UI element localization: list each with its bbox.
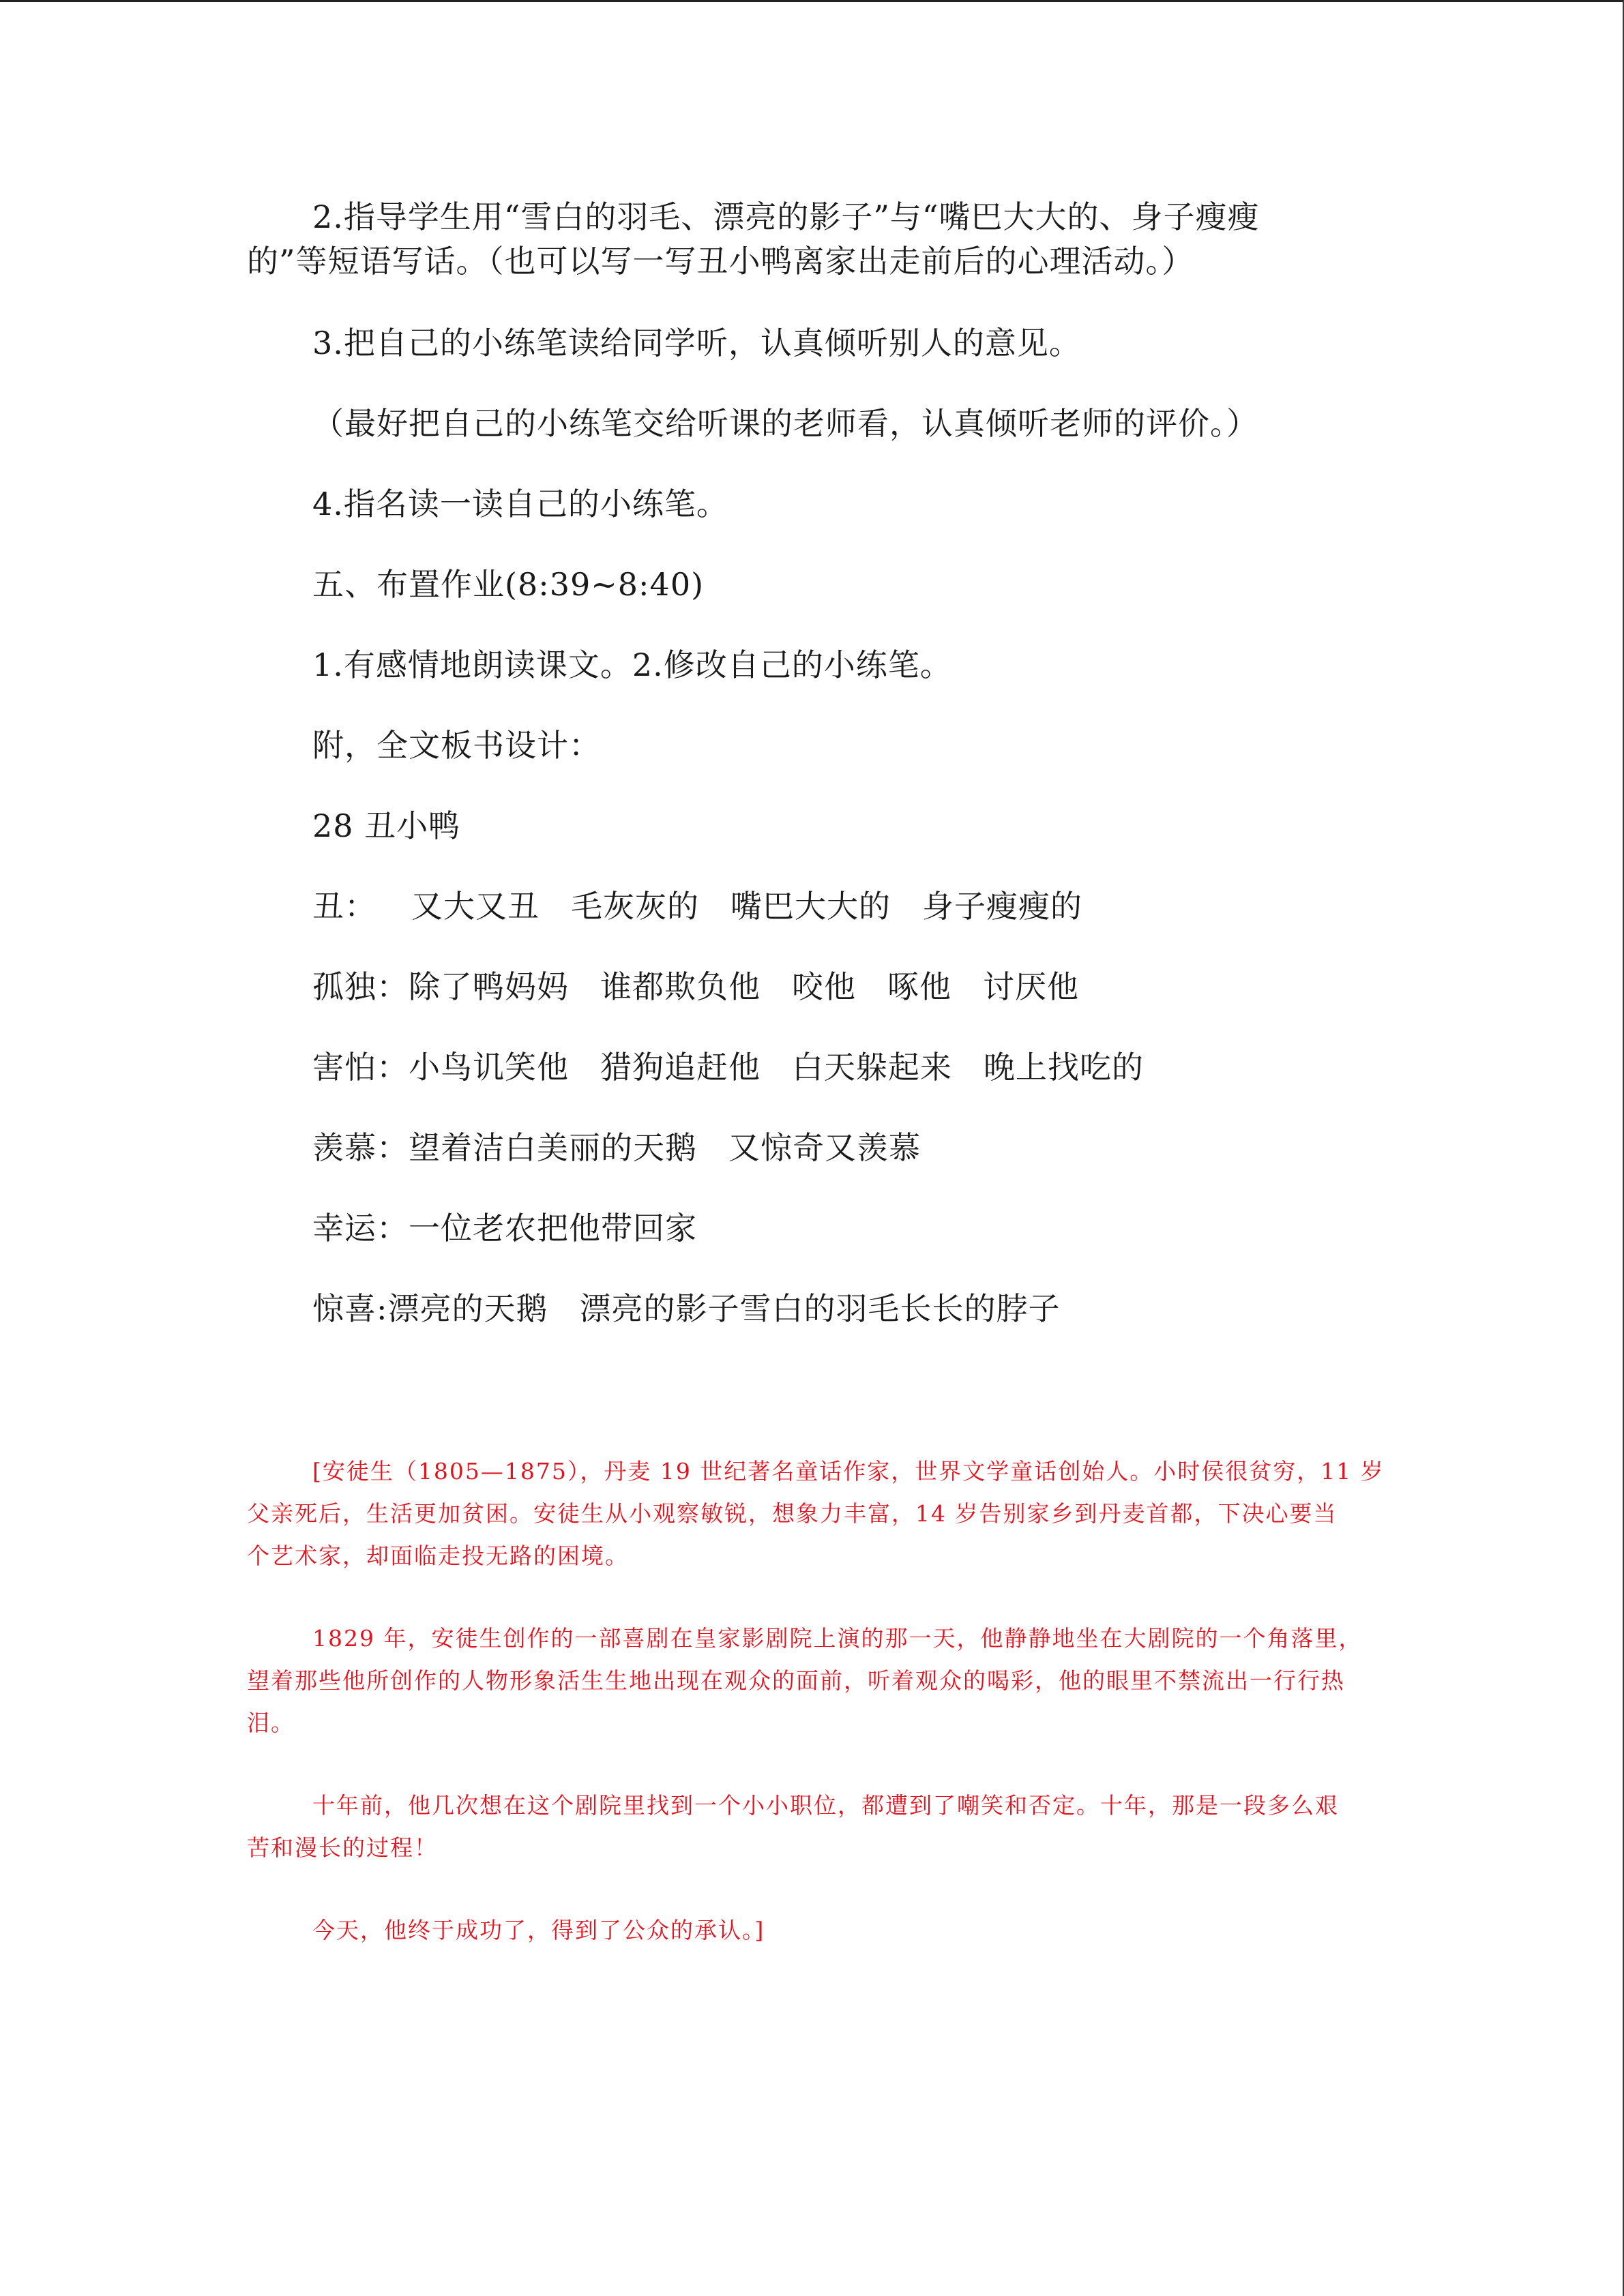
note-paragraph-4-line-1: 今天，他终于成功了，得到了公众的承认。] xyxy=(312,1917,765,1943)
board-row xyxy=(312,1129,952,1166)
board-row-item: 嘴巴大大的 xyxy=(730,888,891,925)
board-row-item: 小鸟讥笑他 xyxy=(409,1049,569,1086)
board-title: 28 丑小鸭 xyxy=(312,807,461,844)
board-row-item: 漂亮的天鹅 xyxy=(387,1290,548,1327)
section-5-heading: 五、布置作业(8:39~8:40) xyxy=(312,566,705,603)
board-row xyxy=(312,1049,1175,1086)
board-row-item: 身子瘦瘦的 xyxy=(922,888,1082,925)
page-top-border xyxy=(0,0,1624,2)
board-row xyxy=(312,1290,1092,1327)
board-row-item: 毛灰灰的 xyxy=(571,888,699,925)
board-row-head: 羡慕： xyxy=(312,1129,409,1166)
note-paragraph-1-line-2: 父亲死后，生活更加贫困。安徒生从小观察敏锐，想象力丰富，14 岁告别家乡到丹麦首都，下决心要当 xyxy=(247,1500,1338,1527)
board-row-head: 幸运： xyxy=(312,1210,409,1247)
lesson-item-3: 3.把自己的小练笔读给同学听，认真倾听别人的意见。 xyxy=(312,325,1081,361)
lesson-item-3-note: （最好把自己的小练笔交给听课的老师看，认真倾听老师的评价。） xyxy=(312,405,1258,442)
board-row-item: 除了鸭妈妈 xyxy=(409,968,569,1005)
note-paragraph-3-line-1: 十年前，他几次想在这个剧院里找到一个小小职位，都遭到了嘲笑和否定。十年，那是一段多么艰 xyxy=(312,1792,1339,1819)
lesson-item-4: 4.指名读一读自己的小练笔。 xyxy=(312,486,728,522)
board-row-item: 一位老农把他带回家 xyxy=(409,1210,697,1247)
lesson-item-2-line-1: 2.指导学生用“雪白的羽毛、漂亮的影子”与“嘴巴大大的、身子瘦瘦 xyxy=(312,198,1260,235)
note-paragraph-3-line-2: 苦和漫长的过程！ xyxy=(247,1834,438,1861)
note-paragraph-2-line-3: 泪。 xyxy=(247,1710,295,1736)
board-row-item: 啄他 xyxy=(887,968,951,1005)
note-paragraph-1-line-1: [安徒生（1805—1875），丹麦 19 世纪著名童话作家，世界文学童话创始人。小时侯很贫穷，11 岁 xyxy=(312,1458,1385,1485)
board-row xyxy=(312,1210,728,1247)
board-row-item: 漂亮的影子雪白的羽毛长长的脖子 xyxy=(579,1290,1061,1327)
board-row-head: 害怕： xyxy=(312,1049,409,1086)
board-row-item: 讨厌他 xyxy=(983,968,1079,1005)
board-row-head: 惊喜: xyxy=(312,1290,388,1327)
board-row-head: 孤独： xyxy=(312,968,409,1005)
board-row-head: 丑： xyxy=(312,888,377,925)
note-paragraph-2-line-1: 1829 年，安徒生创作的一部喜剧在皇家影剧院上演的那一天，他静静地坐在大剧院的一个角落里， xyxy=(312,1625,1363,1652)
board-row-item: 晚上找吃的 xyxy=(984,1049,1144,1086)
board-row xyxy=(312,888,1114,925)
board-row-item: 白天躲起来 xyxy=(792,1049,952,1086)
board-row-item: 又惊奇又羡慕 xyxy=(728,1129,921,1166)
board-row-item: 猎狗追赶他 xyxy=(600,1049,761,1086)
note-paragraph-2-line-2: 望着那些他所创作的人物形象活生生地出现在观众的面前，听着观众的喝彩，他的眼里不禁流出一行行热 xyxy=(247,1667,1345,1694)
board-row-item: 咬他 xyxy=(792,968,856,1005)
homework-line: 1.有感情地朗读课文。2.修改自己的小练笔。 xyxy=(312,646,952,683)
board-row xyxy=(312,968,1110,1005)
board-row-item: 望着洁白美丽的天鹅 xyxy=(409,1129,697,1166)
appendix-heading: 附，全文板书设计： xyxy=(312,727,601,764)
note-paragraph-1-line-3: 个艺术家，却面临走投无路的困境。 xyxy=(247,1542,629,1569)
board-row-item: 谁都欺负他 xyxy=(600,968,761,1005)
lesson-item-2-line-2: 的”等短语写话。（也可以写一写丑小鸭离家出走前后的心理活动。） xyxy=(247,243,1194,280)
board-row-item: 又大又丑 xyxy=(411,888,540,925)
